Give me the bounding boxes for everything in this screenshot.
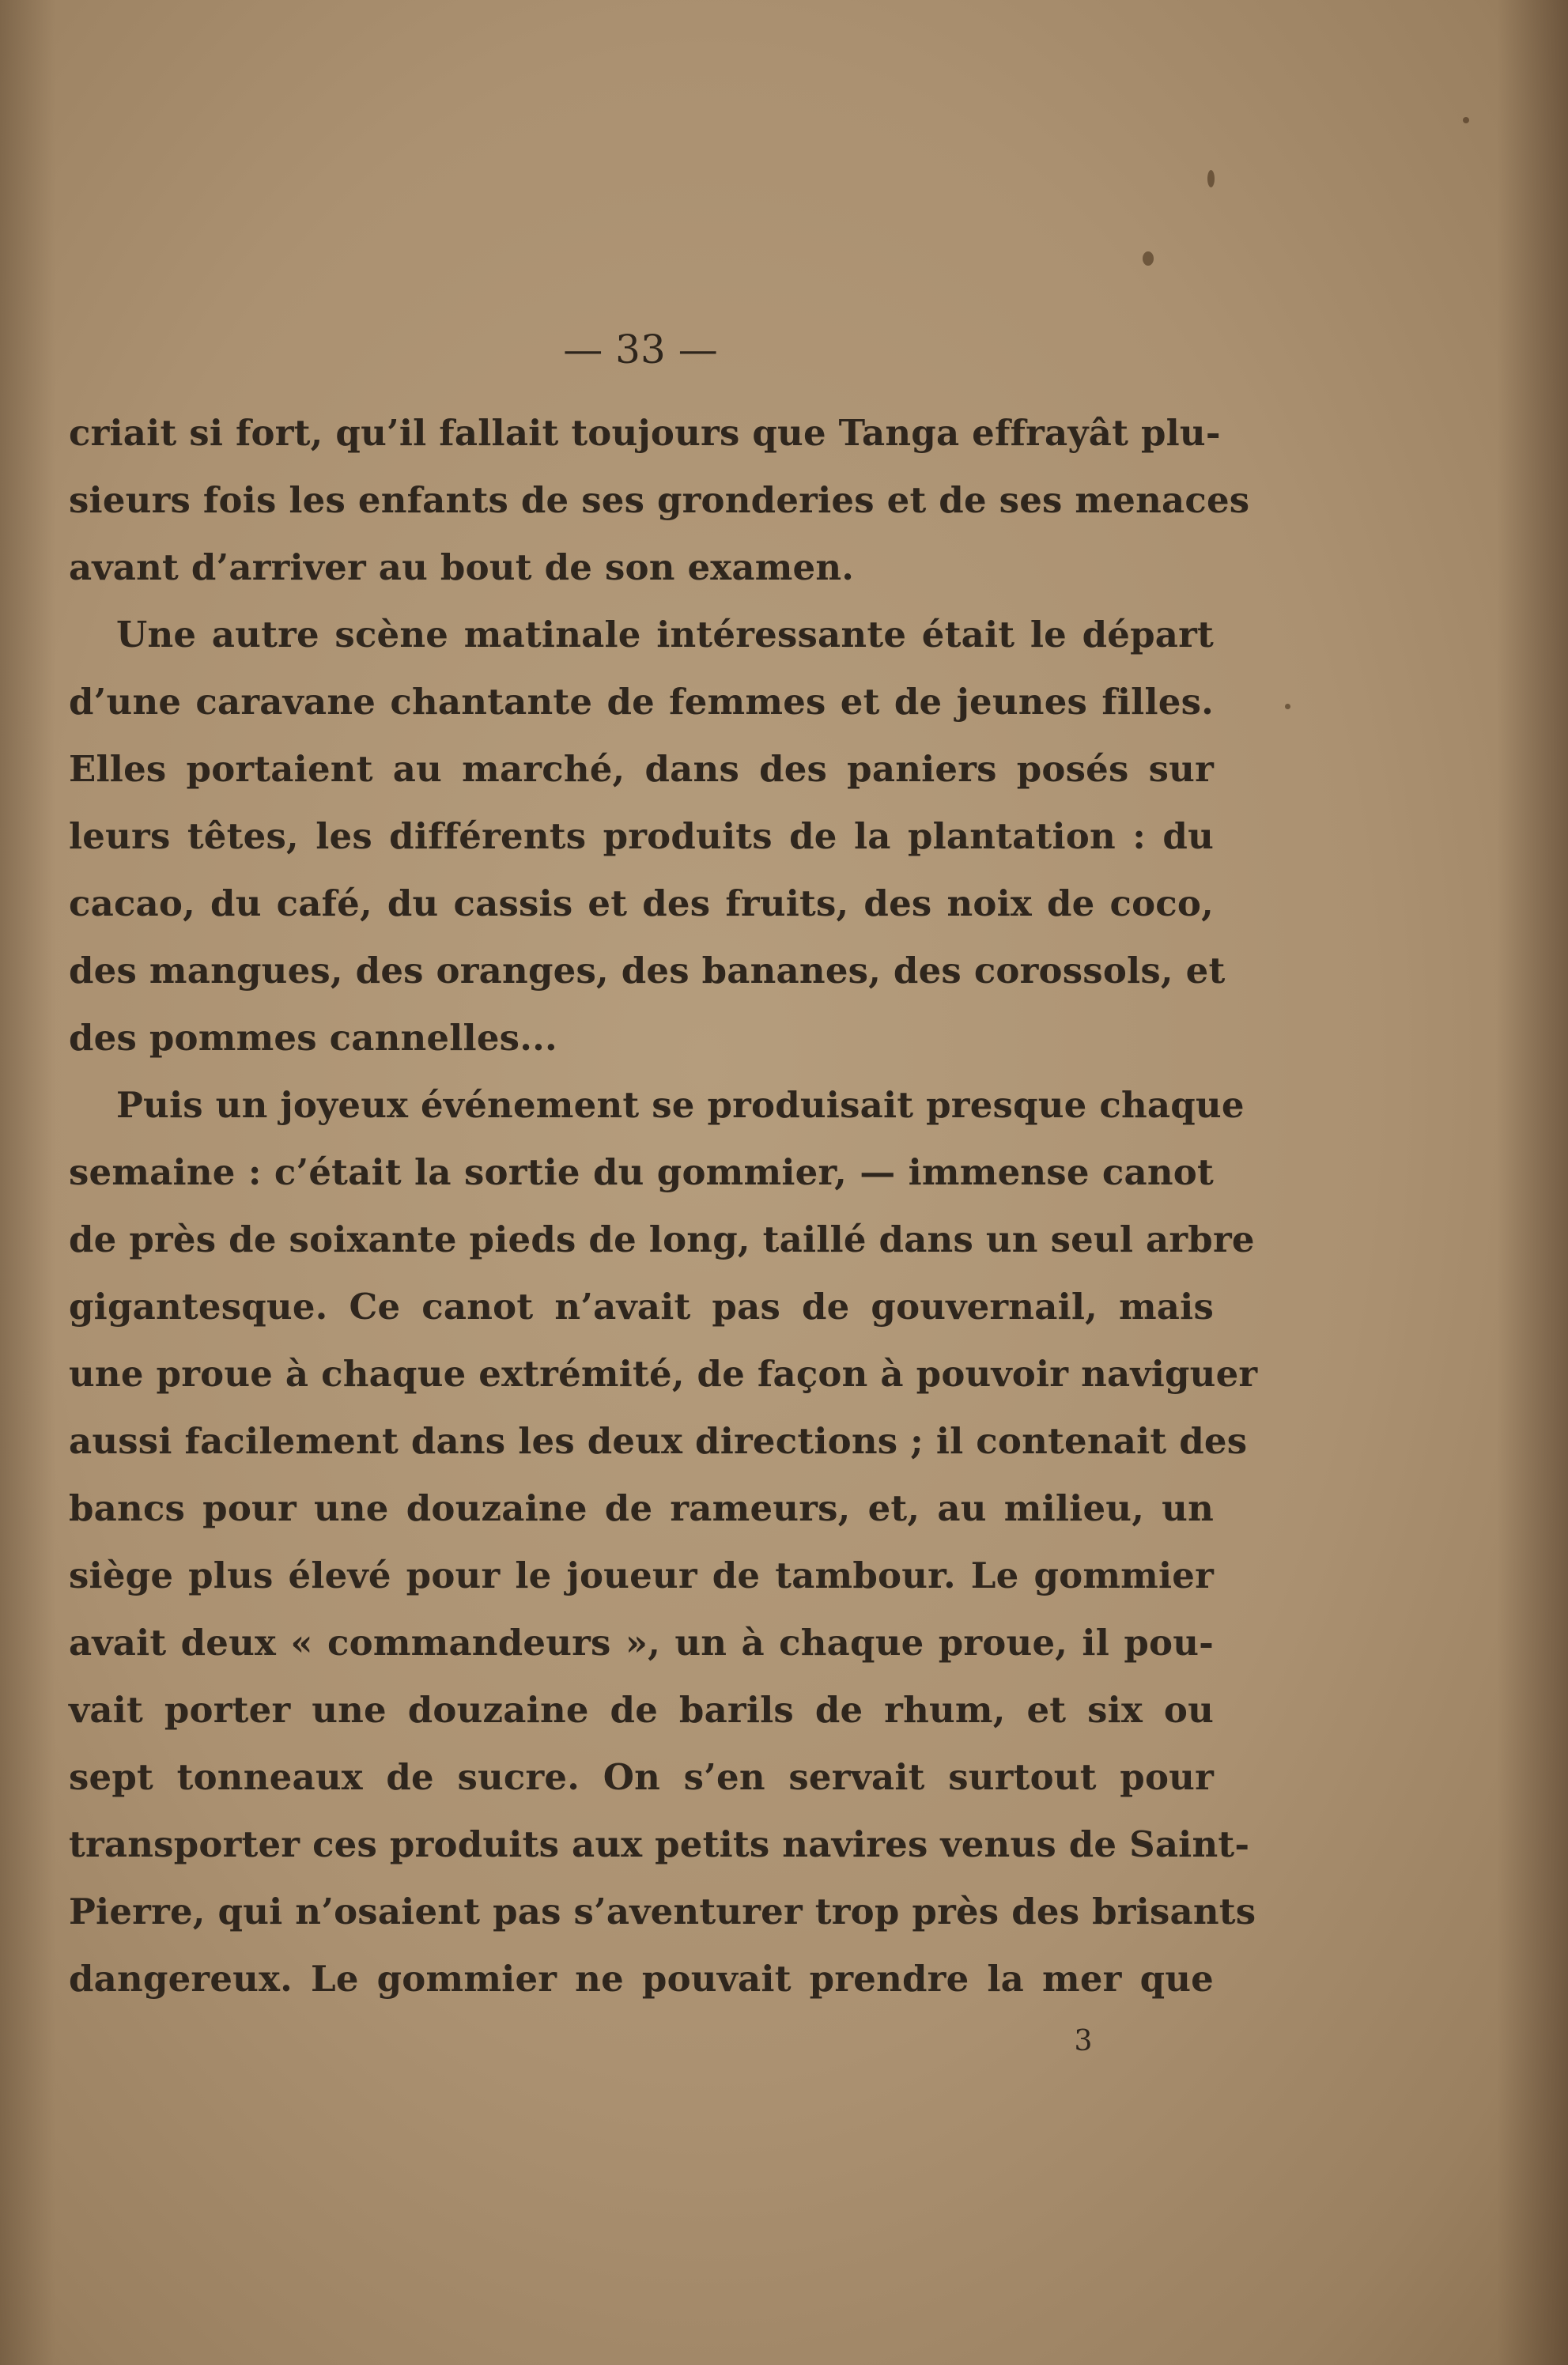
- text-line: cacao, du café, du cassis et des fruits, des noix de coco,: [69, 882, 1214, 924]
- text-line: criait si fort, qu’il fallait toujours que Tanga effrayât plu-: [69, 412, 1221, 454]
- text-line: Une autre scène matinale intéressante était le départ: [116, 614, 1214, 655]
- text-line: transporter ces produits aux petits navires venus de Saint-: [69, 1823, 1250, 1865]
- text-line: des mangues, des oranges, des bananes, des corossols, et: [69, 950, 1226, 992]
- text-line: des pommes cannelles...: [69, 1017, 557, 1059]
- body-text: [69, 410, 1258, 2023]
- text-line: de près de soixante pieds de long, taillé dans un seul arbre: [69, 1218, 1255, 1260]
- text-line: avait deux « commandeurs », un à chaque proue, il pou-: [69, 1622, 1214, 1664]
- text-line: bancs pour une douzaine de rameurs, et, au milieu, un: [69, 1487, 1214, 1529]
- text-line: d’une caravane chantante de femmes et de jeunes filles.: [69, 681, 1214, 723]
- text-line: gigantesque. Ce canot n’avait pas de gouvernail, mais: [69, 1286, 1214, 1328]
- paper-foxing-spot: [1207, 170, 1215, 187]
- signature-mark: 3: [1074, 2025, 1093, 2057]
- paper-foxing-spot: [1463, 117, 1469, 123]
- text-line: Puis un joyeux événement se produisait presque chaque: [116, 1084, 1245, 1126]
- text-line: aussi facilement dans les deux directions ; il contenait des: [69, 1420, 1248, 1462]
- text-line: vait porter une douzaine de barils de rhum, et six ou: [69, 1689, 1214, 1731]
- text-line: sept tonneaux de sucre. On s’en servait surtout pour: [69, 1756, 1214, 1798]
- text-line: avant d’arriver au bout de son examen.: [69, 546, 855, 588]
- text-line: semaine : c’était la sortie du gommier, — immense canot: [69, 1151, 1214, 1193]
- text-line: Pierre, qui n’osaient pas s’aventurer trop près des brisants: [69, 1891, 1256, 1932]
- paper-foxing-spot: [1285, 704, 1290, 709]
- page-number: — 33 —: [563, 327, 718, 372]
- paper-foxing-spot: [1143, 251, 1154, 266]
- text-line: sieurs fois les enfants de ses gronderies et de ses menaces: [69, 479, 1250, 521]
- text-line: dangereux. Le gommier ne pouvait prendre la mer que: [69, 1958, 1214, 2000]
- text-line: Elles portaient au marché, dans des paniers posés sur: [69, 748, 1214, 790]
- text-line: leurs têtes, les différents produits de la plantation : du: [69, 815, 1214, 857]
- text-line: une proue à chaque extrémité, de façon à pouvoir naviguer: [69, 1353, 1258, 1395]
- text-line: siège plus élevé pour le joueur de tambour. Le gommier: [69, 1555, 1214, 1596]
- page-edge-shadow-right: [1497, 0, 1568, 2365]
